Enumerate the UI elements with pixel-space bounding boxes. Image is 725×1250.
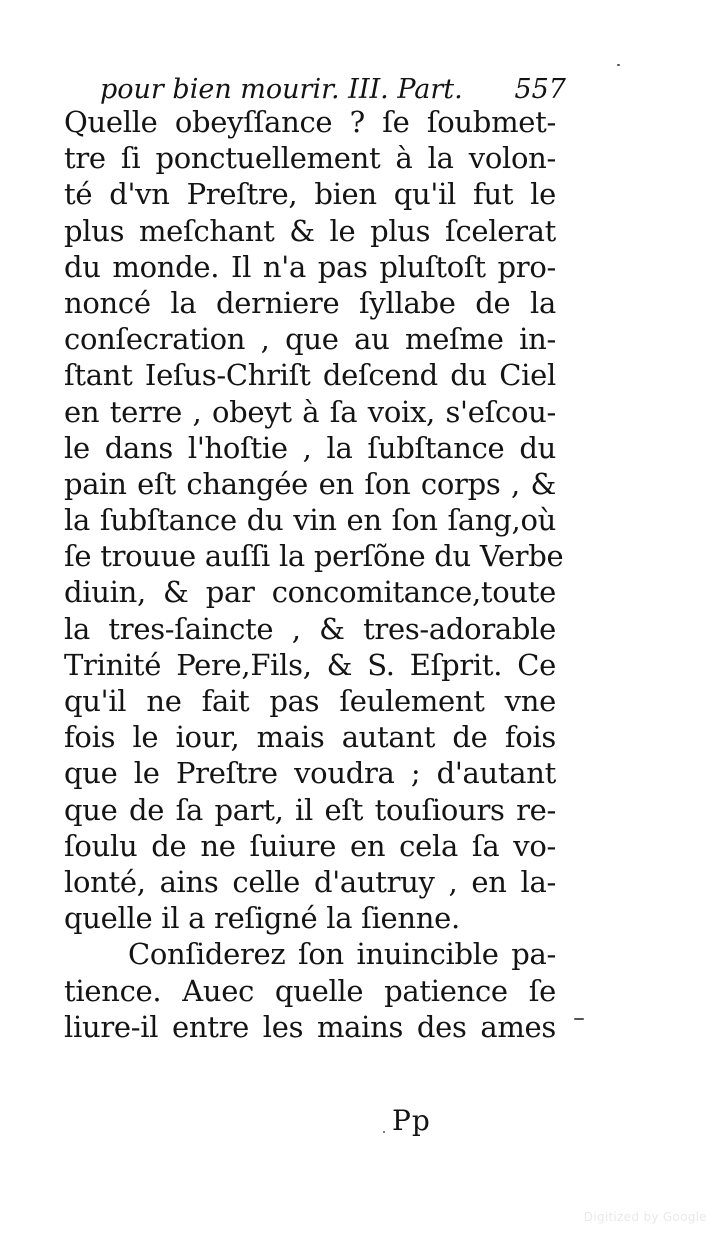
- text-line: diuin, & par concomitance,toute: [64, 575, 556, 610]
- text-line: quelle il a reſigné la ſienne.: [64, 901, 460, 936]
- watermark: Digitized by Google: [583, 1210, 707, 1224]
- text-line: fois le iour, mais autant de fois: [64, 720, 556, 755]
- text-line: ſtant Ieſus-Chriſt deſcend du Ciel: [64, 358, 556, 393]
- ink-speck: [383, 1131, 385, 1133]
- text-line: Trinité Pere,Fils, & S. Eſprit. Ce: [64, 647, 556, 682]
- text-line: Quelle obeyſſance ? ſe ſoubmet-: [64, 105, 556, 139]
- page-number: 557: [514, 74, 566, 105]
- text-line: le dans l'hoſtie , la ſubſtance du: [64, 430, 556, 465]
- text-line: té d'vn Preſtre, bien qu'il fut le: [64, 177, 556, 212]
- text-line: qu'il ne fait pas ſeulement vne: [64, 684, 556, 718]
- text-line: du monde. Il n'a pas pluſtoſt pro-: [64, 249, 556, 284]
- text-line: liure-il entre les mains des ames: [64, 1009, 556, 1044]
- text-line: conſecration , que au meſme in-: [64, 322, 556, 357]
- text-line: tience. Auec quelle patience ſe: [64, 973, 556, 1008]
- text-line: la tres-ſaincte , & tres-adorable: [64, 611, 556, 646]
- signature-mark: Pp: [392, 1104, 431, 1137]
- text-line: plus meſchant & le plus ſcelerat: [64, 213, 556, 248]
- text-line: la ſubſtance du vin en ſon ſang,où: [64, 503, 556, 538]
- ink-speck: [617, 64, 620, 66]
- body-text: [64, 104, 564, 1045]
- text-line: Conſiderez ſon inuincible pa-: [128, 937, 556, 972]
- text-line: que de ſa part, il eſt touſiours re-: [64, 792, 556, 827]
- text-line: lonté, ains celle d'autruy , en la-: [64, 864, 556, 899]
- running-title: pour bien mourir. III. Part.: [100, 74, 463, 105]
- text-line: en terre , obeyt à ſa voix, s'eſcou-: [64, 394, 556, 429]
- text-line: noncé la derniere ſyllabe de la: [64, 285, 556, 320]
- text-line: ſoulu de ne ſuiure en cela ſa vo-: [64, 828, 556, 863]
- ink-speck: [574, 1018, 584, 1020]
- text-line: pain eſt changée en ſon corps , &: [64, 466, 556, 501]
- running-header: [100, 74, 570, 105]
- text-line: que le Preſtre voudra ; d'autant: [64, 756, 556, 791]
- text-line: tre ſi ponctuellement à la volon-: [64, 141, 556, 176]
- text-line: ſe trouue auſſi la perſõne du Verbe: [64, 539, 564, 574]
